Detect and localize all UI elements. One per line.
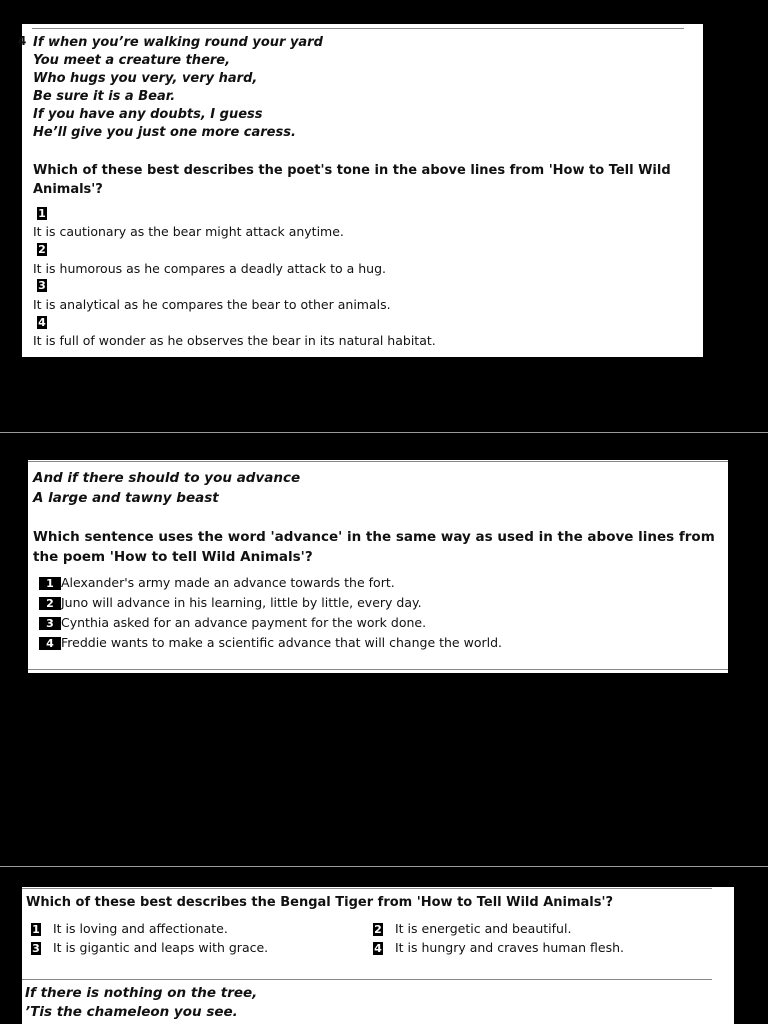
poem-line: And if there should to you advance — [33, 470, 301, 486]
question-card-3 — [22, 887, 734, 1024]
poem-line: Who hugs you very, very hard, — [33, 71, 258, 86]
top-rule — [32, 28, 684, 29]
poem-excerpt — [33, 34, 323, 142]
top-rule — [28, 461, 728, 462]
poem-line: You meet a creature there, — [33, 53, 231, 68]
option-1[interactable] — [39, 575, 395, 591]
option-number-badge[interactable]: 2 — [38, 243, 46, 256]
option-1[interactable] — [31, 921, 228, 937]
option-number-badge: 2 — [39, 597, 61, 610]
poem-excerpt — [25, 984, 257, 1022]
option-text: Alexander's army made an advance towards the fort. — [61, 575, 395, 590]
option-number-badge: 1 — [32, 923, 40, 936]
option-number-badge: 4 — [39, 637, 61, 650]
poem-line: Be sure it is a Bear. — [33, 89, 176, 104]
option-2[interactable]: It is humorous as he compares a deadly attack to a hug. — [33, 261, 386, 276]
option-1[interactable]: It is cautionary as the bear might attack anytime. — [33, 224, 344, 239]
option-4[interactable] — [39, 635, 502, 651]
bottom-rule — [28, 669, 728, 670]
question-card-2 — [28, 460, 728, 673]
option-number-badge: 4 — [374, 942, 382, 955]
option-number-badge[interactable]: 4 — [38, 316, 46, 329]
page-separator — [0, 432, 768, 433]
poem-line: ’Tis the chameleon you see. — [25, 1004, 238, 1020]
option-text: It is energetic and beautiful. — [394, 921, 572, 936]
question-card-1 — [18, 24, 703, 357]
option-3[interactable] — [39, 615, 426, 631]
option-number-badge: 3 — [39, 617, 61, 630]
option-number-badge: 1 — [39, 577, 61, 590]
option-text: Juno will advance in his learning, little by little, every day. — [61, 595, 422, 610]
poem-line: He’ll give you just one more caress. — [33, 125, 296, 140]
option-3[interactable]: It is analytical as he compares the bear to other animals. — [33, 297, 391, 312]
option-number-badge: 2 — [374, 923, 382, 936]
poem-line: If when you’re walking round your yard — [33, 35, 323, 50]
option-text: Freddie wants to make a scientific advance that will change the world. — [61, 635, 502, 650]
option-4[interactable] — [373, 940, 624, 956]
option-2[interactable] — [39, 595, 422, 611]
page-separator — [0, 866, 768, 867]
poem-line: If you have any doubts, I guess — [33, 107, 263, 122]
divider-rule — [22, 979, 712, 980]
question-number: 4 — [18, 34, 27, 48]
option-number-badge[interactable]: 1 — [38, 207, 46, 220]
option-number-badge[interactable]: 3 — [38, 279, 46, 292]
option-4[interactable]: It is full of wonder as he observes the bear in its natural habitat. — [33, 333, 436, 348]
option-text: Cynthia asked for an advance payment for the work done. — [61, 615, 427, 630]
option-text: It is gigantic and leaps with grace. — [52, 940, 269, 955]
option-text: It is hungry and craves human flesh. — [394, 940, 625, 955]
question-text: Which of these best describes the poet's tone in the above lines from 'How to Tell Wild Animals'? — [33, 163, 671, 197]
option-2[interactable] — [373, 921, 571, 937]
option-number-badge: 3 — [32, 942, 40, 955]
poem-line: A large and tawny beast — [33, 490, 219, 506]
poem-excerpt — [33, 468, 300, 508]
option-text: It is loving and affectionate. — [52, 921, 228, 936]
top-rule — [22, 888, 712, 889]
question-text: Which of these best describes the Bengal Tiger from 'How to Tell Wild Animals'? — [26, 895, 614, 910]
poem-line: If there is nothing on the tree, — [25, 985, 258, 1001]
option-3[interactable] — [31, 940, 268, 956]
question-text: Which sentence uses the word 'advance' in the same way as used in the above lines from the poem 'How to tell Wild Animals'? — [33, 529, 715, 565]
